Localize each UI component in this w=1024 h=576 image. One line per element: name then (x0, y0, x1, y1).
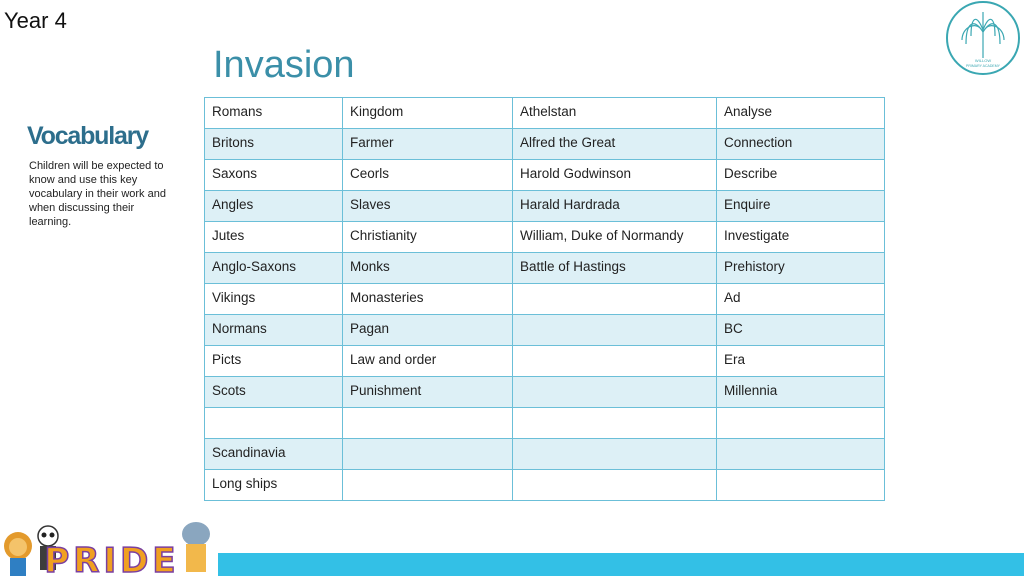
table-cell (513, 346, 717, 377)
table-cell: Scandinavia (205, 439, 343, 470)
table-cell: Harold Godwinson (513, 160, 717, 191)
table-row (205, 253, 885, 284)
table-cell: Scots (205, 377, 343, 408)
table-cell (343, 470, 513, 501)
logo-text-line2: PRIMARY ACADEMY (966, 64, 1000, 68)
logo-text-line1: WILLOW (974, 58, 992, 63)
table-cell: Long ships (205, 470, 343, 501)
pride-banner-text: PRIDE (44, 541, 180, 576)
table-cell: Law and order (343, 346, 513, 377)
table-cell: Ad (717, 284, 885, 315)
table-cell: Saxons (205, 160, 343, 191)
table-cell: BC (717, 315, 885, 346)
table-cell (717, 439, 885, 470)
table-cell: Punishment (343, 377, 513, 408)
table-cell: Ceorls (343, 160, 513, 191)
table-cell (513, 284, 717, 315)
table-row (205, 129, 885, 160)
table-cell: Harald Hardrada (513, 191, 717, 222)
table-cell (513, 377, 717, 408)
table-row (205, 377, 885, 408)
table-cell: Era (717, 346, 885, 377)
table-cell: Pagan (343, 315, 513, 346)
table-cell (513, 315, 717, 346)
table-cell: Analyse (717, 98, 885, 129)
table-cell: Christianity (343, 222, 513, 253)
table-row (205, 439, 885, 470)
table-row (205, 408, 885, 439)
vocabulary-table (204, 97, 885, 501)
table-cell (717, 470, 885, 501)
table-row (205, 222, 885, 253)
table-row (205, 346, 885, 377)
table-cell: Millennia (717, 377, 885, 408)
table-cell: Connection (717, 129, 885, 160)
willow-tree-icon (944, 0, 1022, 78)
table-cell: Jutes (205, 222, 343, 253)
table-cell (717, 408, 885, 439)
vocabulary-description: Children will be expected to know and use this key vocabulary in their work and when discussing their learning. (29, 160, 166, 228)
table-cell: Prehistory (717, 253, 885, 284)
year-label: Year 4 (4, 8, 67, 33)
table-cell: William, Duke of Normandy (513, 222, 717, 253)
table-cell: Enquire (717, 191, 885, 222)
page-title: Invasion (213, 44, 355, 86)
vocabulary-heading: Vocabulary (27, 122, 148, 150)
table-cell: Farmer (343, 129, 513, 160)
footer-bar (218, 553, 1024, 576)
table-row (205, 160, 885, 191)
table-cell: Monks (343, 253, 513, 284)
table-cell: Athelstan (513, 98, 717, 129)
table-cell: Vikings (205, 284, 343, 315)
table-cell: Describe (717, 160, 885, 191)
table-row (205, 98, 885, 129)
table-cell (343, 439, 513, 470)
pride-mascots-icon (0, 516, 220, 576)
table-cell: Monasteries (343, 284, 513, 315)
table-cell: Slaves (343, 191, 513, 222)
table-cell: Anglo-Saxons (205, 253, 343, 284)
table-cell: Battle of Hastings (513, 253, 717, 284)
table-cell: Britons (205, 129, 343, 160)
table-cell: Normans (205, 315, 343, 346)
table-cell: Alfred the Great (513, 129, 717, 160)
table-cell (205, 408, 343, 439)
table-cell: Romans (205, 98, 343, 129)
table-cell: Kingdom (343, 98, 513, 129)
table-cell (513, 408, 717, 439)
table-row (205, 315, 885, 346)
table-cell (513, 470, 717, 501)
table-row (205, 284, 885, 315)
table-row (205, 470, 885, 501)
table-cell: Angles (205, 191, 343, 222)
table-cell: Investigate (717, 222, 885, 253)
table-cell (513, 439, 717, 470)
table-row (205, 191, 885, 222)
table-cell (343, 408, 513, 439)
table-cell: Picts (205, 346, 343, 377)
